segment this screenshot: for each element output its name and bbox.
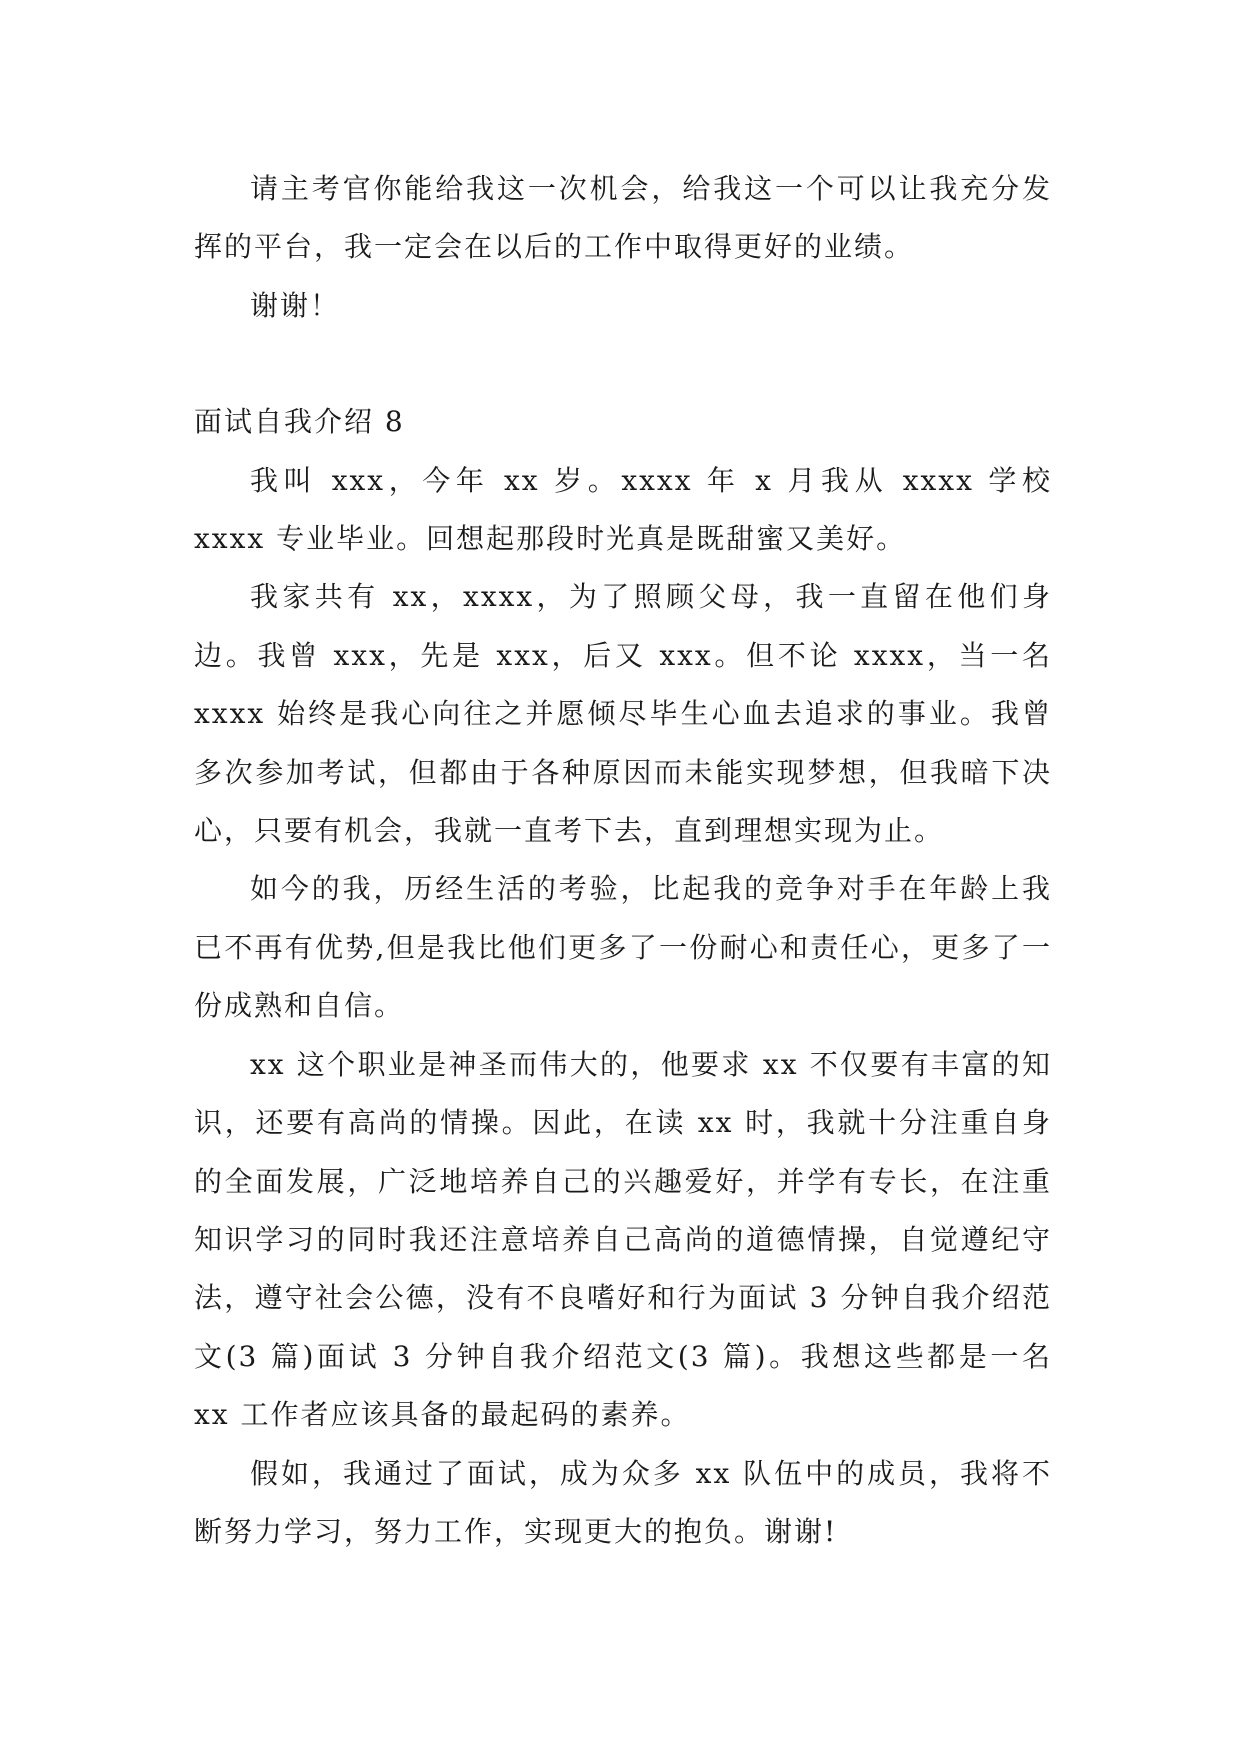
section-gap (194, 335, 1052, 393)
paragraph: 如今的我，历经生活的考验，比起我的竞争对手在年龄上我已不再有优势,但是我比他们更多了一份耐心和责任心，更多了一份成熟和自信。 (194, 872, 1052, 1023)
section-heading: 面试自我介绍 8 (194, 405, 405, 439)
document-body (194, 160, 1052, 1561)
paragraph: 谢谢！ (250, 288, 341, 322)
paragraph: 请主考官你能给我这一次机会，给我这一个可以让我充分发挥的平台，我一定会在以后的工作中取得更好的业绩。 (194, 172, 1052, 264)
paragraph: xx 这个职业是神圣而伟大的，他要求 xx 不仅要有丰富的知识，还要有高尚的情操。因此，在读 xx 时，我就十分注重自身的全面发展，广泛地培养自己的兴趣爱好，并学有专长，在注重知识学习的同时我还注意培养自己高尚的道德情操，自觉遵纪守法，遵守社会公德，没有不良嗜好和行为面试 3 分钟自我介绍范文(3 篇)面试 3 分钟自我介绍范文(3 篇)。我想这些都是一名 xx 工作者应该具备的最起码的素养。 (194, 1047, 1052, 1432)
paragraph: 我家共有 xx，xxxx，为了照顾父母，我一直留在他们身边。我曾 xxx，先是 xxx，后又 xxx。但不论 xxxx，当一名 xxxx 始终是我心向往之并愿倾尽毕生心血去追求的事业。我曾多次参加考试，但都由于各种原因而未能实现梦想，但我暗下决心，只要有机会，我就一直考下去，直到理想实现为止。 (194, 580, 1052, 848)
paragraph: 假如，我通过了面试，成为众多 xx 队伍中的成员，我将不断努力学习，努力工作，实现更大的抱负。谢谢! (194, 1456, 1052, 1548)
paragraph: 我叫 xxx，今年 xx 岁。xxxx 年 x 月我从 xxxx 学校 xxxx 专业毕业。回想起那段时光真是既甜蜜又美好。 (194, 463, 1052, 556)
